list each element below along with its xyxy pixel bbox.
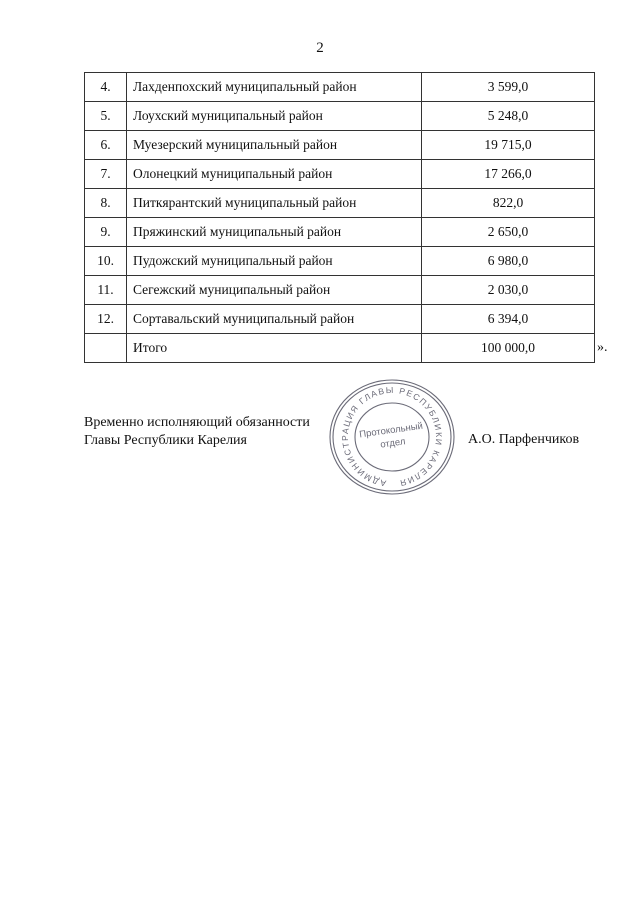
district-name: Пудожский муниципальный район <box>127 247 422 276</box>
allocation-table-body <box>85 73 595 363</box>
district-name: Сегежский муниципальный район <box>127 276 422 305</box>
allocation-table <box>84 72 595 363</box>
page-number: 2 <box>316 40 324 56</box>
table-row <box>85 247 595 276</box>
allocation-amount: 3 599,0 <box>422 73 595 102</box>
row-number <box>85 334 127 363</box>
total-row <box>85 334 595 363</box>
district-name: Муезерский муниципальный район <box>127 131 422 160</box>
table-row <box>85 305 595 334</box>
signatory-position-line2: Главы Республики Карелия <box>84 433 247 448</box>
stamp-outer-ring-inner <box>333 383 451 491</box>
official-stamp <box>322 375 462 500</box>
signatory-position-line1: Временно исполняющий обязанности <box>84 415 310 430</box>
allocation-amount: 19 715,0 <box>422 131 595 160</box>
allocation-amount: 5 248,0 <box>422 102 595 131</box>
row-number: 10. <box>85 247 127 276</box>
row-number: 12. <box>85 305 127 334</box>
row-number: 7. <box>85 160 127 189</box>
table-row <box>85 160 595 189</box>
district-name: Итого <box>127 334 422 363</box>
signatory-name: А.О. Парфенчиков <box>468 432 580 447</box>
row-number: 6. <box>85 131 127 160</box>
district-name: Лахденпохский муниципальный район <box>127 73 422 102</box>
row-number: 8. <box>85 189 127 218</box>
row-number: 9. <box>85 218 127 247</box>
row-number: 4. <box>85 73 127 102</box>
signatory-position <box>84 414 310 450</box>
closing-quote: ». <box>597 340 608 355</box>
allocation-amount: 100 000,0 <box>422 334 595 363</box>
stamp-center-line1: Протокольный <box>358 420 424 441</box>
district-name: Питкярантский муниципальный район <box>127 189 422 218</box>
stamp-center-line2: отдел <box>379 436 407 451</box>
row-number: 11. <box>85 276 127 305</box>
district-name: Пряжинский муниципальный район <box>127 218 422 247</box>
district-name: Сортавальский муниципальный район <box>127 305 422 334</box>
allocation-amount: 6 394,0 <box>422 305 595 334</box>
allocation-amount: 822,0 <box>422 189 595 218</box>
table-row <box>85 189 595 218</box>
table-row <box>85 218 595 247</box>
allocation-amount: 2 030,0 <box>422 276 595 305</box>
stamp-ring-text: АДМИНИСТРАЦИЯ ГЛАВЫ РЕСПУБЛИКИ КАРЕЛИЯ <box>339 384 445 489</box>
allocation-amount: 2 650,0 <box>422 218 595 247</box>
allocation-amount: 17 266,0 <box>422 160 595 189</box>
table-row <box>85 276 595 305</box>
district-name: Олонецкий муниципальный район <box>127 160 422 189</box>
table-row <box>85 131 595 160</box>
row-number: 5. <box>85 102 127 131</box>
allocation-amount: 6 980,0 <box>422 247 595 276</box>
table-row <box>85 73 595 102</box>
table-row <box>85 102 595 131</box>
district-name: Лоухский муниципальный район <box>127 102 422 131</box>
